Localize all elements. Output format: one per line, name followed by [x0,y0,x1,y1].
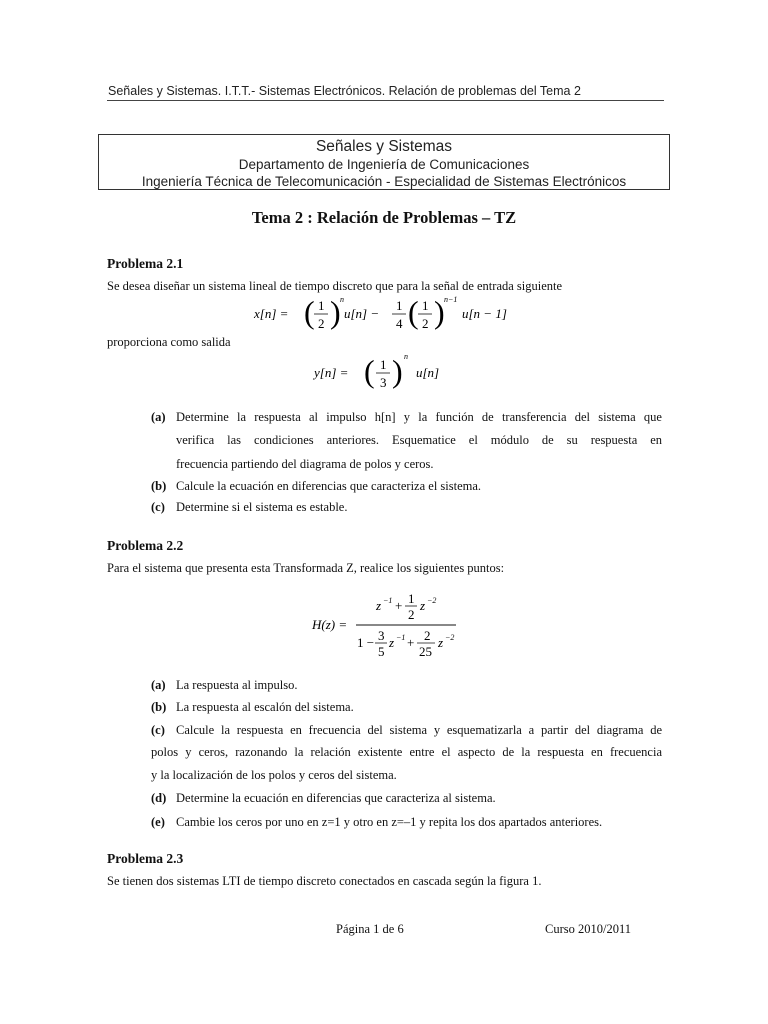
eq3-num-f-den: 2 [408,607,415,622]
degree-name: Ingeniería Técnica de Telecomunicación - Especialidad de Sistemas Electrónicos [141,174,627,189]
item-label: (b) [151,700,167,714]
eq1-exp2: n−1 [444,295,458,304]
item-text: La respuesta al escalón del sistema. [176,700,354,714]
svg-text:(: ( [408,294,419,330]
eq3-num-a: z [376,598,382,613]
problem-2-1-middle: proporciona como salida [107,335,231,349]
item-label: (e) [151,815,165,829]
svg-text:): ) [392,353,403,389]
equation-y-n [300,350,500,396]
eq2-f-num: 1 [380,357,387,372]
eq1-f2-num: 1 [396,298,403,313]
item-text: Determine si el sistema es estable. [176,500,348,514]
eq3-num-f-num: 1 [408,591,415,606]
eq1-lhs: x[n] = [254,306,289,321]
page-number: Página 1 de 6 [336,922,404,936]
page-title: Tema 2 : Relación de Problemas – TZ [251,208,517,227]
svg-text:(: ( [364,353,375,389]
eq3-lhs: H(z) = [312,617,348,632]
eq3-den-f1-num: 3 [378,628,385,643]
problem-2-3-intro: Se tienen dos sistemas LTI de tiempo discreto conectados en cascada según la figura 1. [107,874,542,888]
eq1-tail: u[n − 1] [462,306,507,321]
eq3-den-f1-den: 5 [378,644,385,659]
eq2-f-den: 3 [380,375,387,390]
course-name: Señales y Sistemas [315,138,453,155]
problem-2-1-heading: Problema 2.1 [107,256,184,271]
item-text: frecuencia partiendo del diagrama de polos y ceros. [176,457,434,471]
item-text: Calcule la ecuación en diferencias que caracteriza el sistema. [176,479,482,493]
eq3-num-b: z [420,598,426,613]
item-label: (d) [151,791,167,805]
running-header: Señales y Sistemas. I.T.T.- Sistemas Electrónicos. Relación de problemas del Tema 2 [108,84,581,98]
item-text: Determine la respuesta al impulso h[n] y la función de transferencia del sistema que [176,410,662,424]
item-text: Determine la ecuación en diferencias que caracteriza al sistema. [176,791,496,805]
eq1-mid: u[n] − [344,306,380,321]
item-text: La respuesta al impulso. [176,678,298,692]
item-label: (c) [151,500,165,514]
department-name: Departamento de Ingeniería de Comunicaciones [238,157,530,172]
item-text: y la localización de los polos y ceros del sistema. [151,768,397,782]
svg-text:(: ( [304,294,315,330]
eq1-f1-num: 1 [318,298,325,313]
eq3-den-b: z [438,635,444,650]
eq1-f3-num: 1 [422,298,429,313]
item-text: Calcule la respuesta en frecuencia del sistema y esquematizarla a partir del diagrama de [176,723,662,737]
problem-2-3-heading: Problema 2.3 [107,851,184,866]
problem-2-1-intro: Se desea diseñar un sistema lineal de tiempo discreto que para la señal de entrada siguiente [107,279,563,293]
course-year: Curso 2010/2011 [545,922,631,936]
item-label: (b) [151,479,167,493]
equation-x-n [240,294,540,338]
problem-2-2-intro: Para el sistema que presenta esta Transformada Z, realice los siguientes puntos: [107,561,505,575]
eq3-num-a-exp: −1 [383,596,393,605]
item-label: (a) [151,410,166,424]
eq1-f3-den: 2 [422,316,429,331]
item-text: Cambie los ceros por uno en z=1 y otro en z=–1 y repita los dos apartados anteriores. [176,815,603,829]
eq3-den-one: 1 − [357,635,375,650]
course-header-box [98,134,670,190]
eq3-num-plus: + [395,598,403,613]
eq3-den-b-exp: −2 [445,633,455,642]
equation-h-z [300,588,480,664]
item-text: verifica las condiciones anteriores. Esquematice el módulo de su respuesta en [176,433,662,447]
header-rule [107,100,664,101]
item-label: (a) [151,678,166,692]
eq3-den-plus: + [407,635,415,650]
item-text: polos y ceros, razonando la relación existente entre el aspecto de la respuesta en frecuencia [151,745,662,759]
eq3-den-a: z [389,635,395,650]
eq3-den-a-exp: −1 [396,633,406,642]
item-label: (c) [151,723,165,737]
svg-text:): ) [330,294,341,330]
eq1-f1-den: 2 [318,316,325,331]
eq3-den-f2-den: 25 [419,644,432,659]
eq3-num-b-exp: −2 [427,596,437,605]
problem-2-2-heading: Problema 2.2 [107,538,184,553]
eq1-f2-den: 4 [396,316,403,331]
eq1-exp1: n [340,295,344,304]
eq2-tail: u[n] [416,365,440,380]
eq2-lhs: y[n] = [314,365,349,380]
eq2-exp: n [404,352,408,361]
eq3-den-f2-num: 2 [424,628,431,643]
svg-text:): ) [434,294,445,330]
